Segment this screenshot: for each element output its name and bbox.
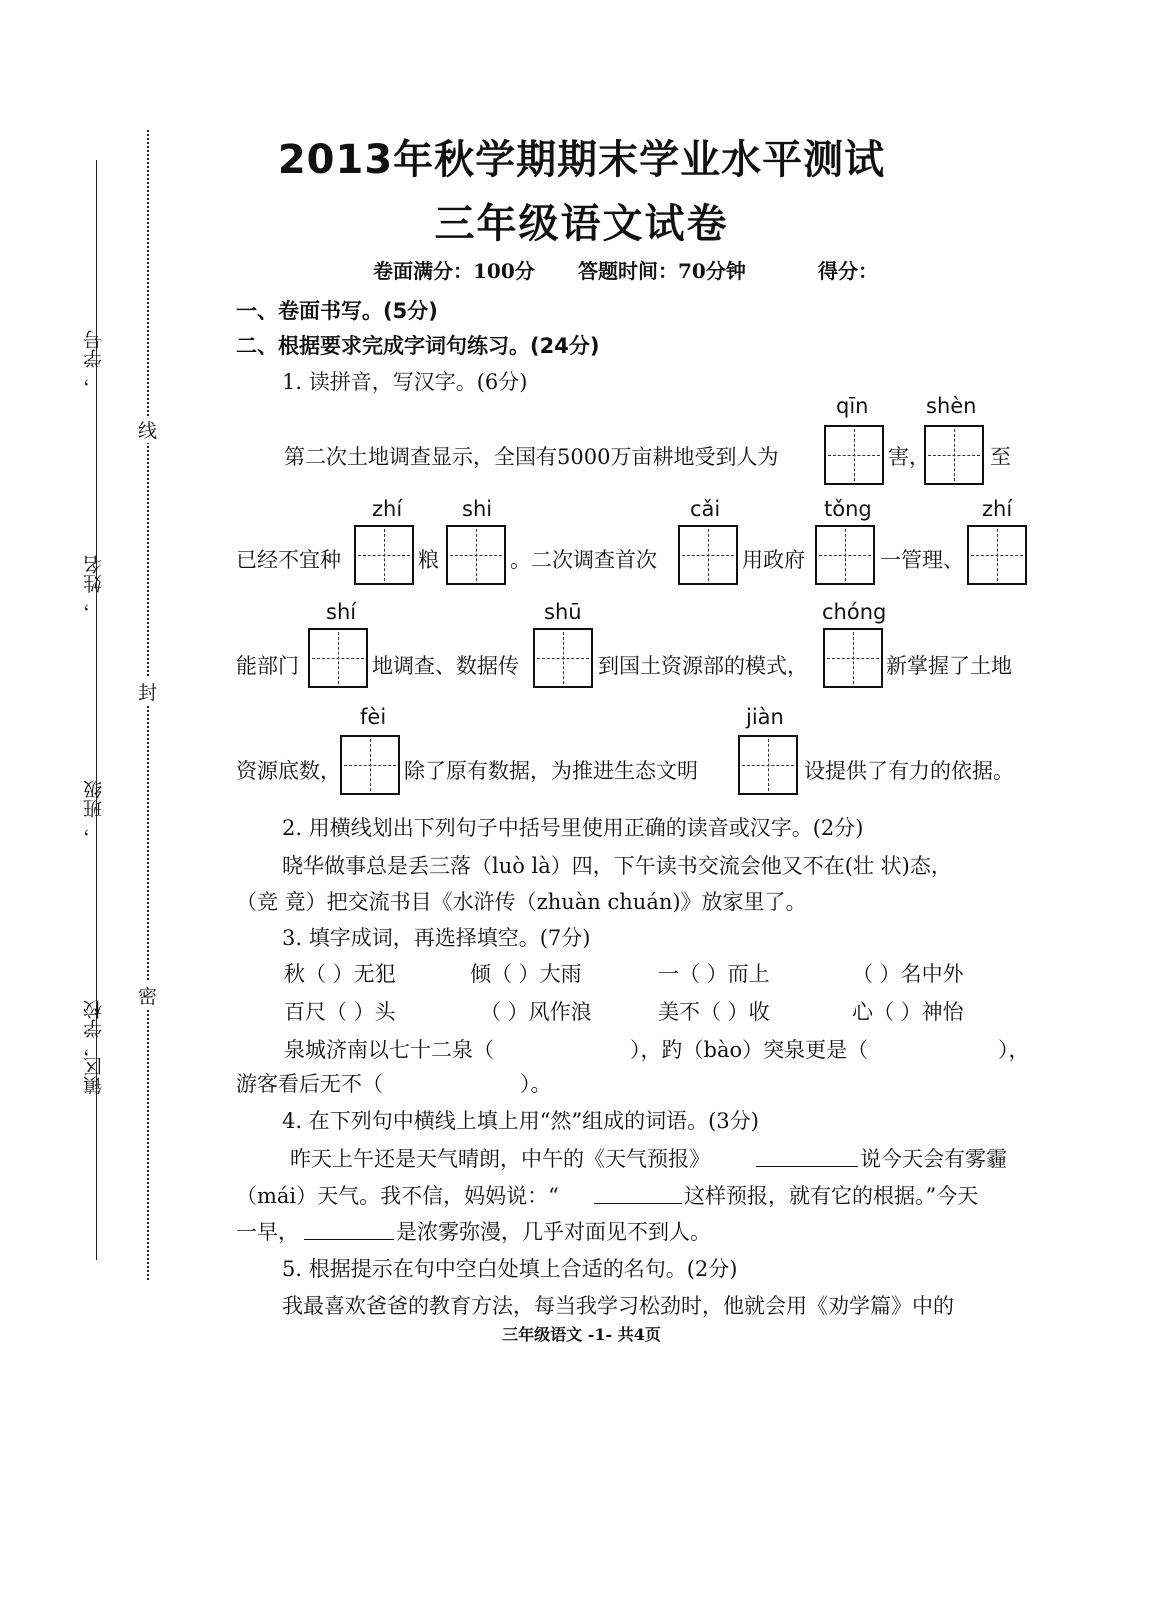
q2-heading: 2. 用横线划出下列句子中括号里使用正确的读音或汉字。(2分) — [282, 816, 864, 840]
exam-time: 答题时间：70分钟 — [578, 259, 746, 283]
q1-row1-text-b: 害， — [888, 445, 930, 469]
q1-row1-text-c: 至 — [990, 445, 1011, 469]
label-name: ，姓名 — [83, 555, 105, 612]
q3-idiom: 秋（ ）无犯 — [284, 962, 396, 986]
pinyin-10: chóng — [822, 600, 887, 624]
pinyin-3: zhí — [372, 497, 403, 521]
q1-row2-text-c: 。二次调查首次 — [510, 548, 657, 572]
binding-line — [96, 160, 97, 1260]
pinyin-6: tǒng — [824, 497, 872, 521]
q1-row2-text-e: 一管理、 — [880, 548, 964, 572]
pinyin-12: jiàn — [746, 705, 784, 729]
char-box[interactable] — [308, 628, 368, 688]
pinyin-11: fèi — [360, 705, 387, 729]
pinyin-1: qīn — [836, 394, 869, 418]
q3-idiom: 百尺（ ）头 — [284, 1000, 396, 1024]
q3-idiom: 美不（ ）收 — [658, 1000, 770, 1024]
q1-row4-text-a: 资源底数， — [236, 759, 341, 783]
q1-row2-text-a: 已经不宜种 — [236, 548, 341, 572]
pinyin-8: shí — [326, 600, 357, 624]
page-footer: 三年级语文 -1- 共4页 — [502, 1325, 661, 1344]
q1-row2-text-d: 用政府 — [742, 548, 805, 572]
section-1: 一、卷面书写。(5分) — [236, 299, 438, 323]
q4-line2a: （mái）天气。我不信，妈妈说：“ — [236, 1184, 559, 1208]
char-box[interactable] — [738, 735, 798, 795]
pinyin-9: shū — [544, 600, 582, 624]
score-label: 得分： — [818, 259, 878, 283]
page-subtitle: 三年级语文试卷 — [434, 201, 729, 247]
q1-row2-text-b: 粮 — [418, 548, 439, 572]
q4-line1a: 昨天上午还是天气晴朗，中午的《天气预报》 — [290, 1147, 710, 1171]
q3-line3c: ）， — [998, 1038, 1030, 1062]
q3-line4a: 游客看后无不（ — [236, 1072, 383, 1096]
q4-line3b: 是浓雾弥漫，几乎对面见不到人。 — [396, 1220, 711, 1244]
q3-line3a: 泉城济南以七十二泉（ — [284, 1038, 494, 1062]
q1-row3-text-c: 到国土资源部的模式， — [598, 654, 808, 678]
char-box[interactable] — [967, 525, 1027, 585]
char-box[interactable] — [924, 425, 984, 485]
q4-line3a: 一早， — [236, 1220, 299, 1244]
char-box[interactable] — [824, 425, 884, 485]
page-title: 2013年秋学期期末学业水平测试 — [277, 137, 886, 183]
q1-row4-text-c: 设提供了有力的依据。 — [804, 759, 1014, 783]
pinyin-4: shi — [462, 497, 493, 521]
q1-row3-text-b: 地调查、数据传 — [372, 654, 519, 678]
q1-row3-text-a: 能部门 — [236, 654, 299, 678]
q1-row4-text-b: 除了原有数据，为推进生态文明 — [404, 759, 698, 783]
char-box[interactable] — [446, 525, 506, 585]
label-number: ，学号 — [83, 330, 105, 387]
q1-row3-text-d: 新掌握了土地 — [886, 654, 1012, 678]
q3-idiom: 一（ ）而上 — [658, 962, 770, 986]
q3-heading: 3. 填字成词，再选择填空。(7分) — [282, 926, 591, 950]
q5-line1: 我最喜欢爸爸的教育方法，每当我学习松劲时，他就会用《劝学篇》中的 — [282, 1294, 954, 1318]
pinyin-5: cǎi — [690, 497, 721, 521]
pinyin-7: zhí — [982, 497, 1013, 521]
char-box[interactable] — [823, 628, 883, 688]
q3-line4b: ）。 — [520, 1072, 552, 1096]
char-box[interactable] — [815, 525, 875, 585]
blank-line[interactable] — [756, 1146, 858, 1167]
q4-line1b: 说今天会有雾霾 — [860, 1147, 1007, 1171]
label-xian: 线 — [138, 416, 158, 443]
q3-line3b: ），趵（bào）突泉更是（ — [630, 1038, 869, 1062]
q1-heading: 1. 读拼音，写汉字。(6分) — [282, 370, 528, 394]
q2-line1: 晓华做事总是丢三落（luò là）四，下午读书交流会他又不在(壮 状)态， — [282, 854, 952, 878]
label-district-school: 镇区，学校 — [83, 1000, 105, 1095]
q5-heading: 5. 根据提示在句中空白处填上合适的名句。(2分) — [282, 1257, 738, 1281]
seal-dotted-line — [147, 130, 149, 1280]
blank-line[interactable] — [304, 1219, 394, 1240]
section-2: 二、根据要求完成字词句练习。(24分) — [236, 334, 600, 358]
q1-row1-text-a: 第二次土地调查显示，全国有5000万亩耕地受到人为 — [284, 445, 779, 469]
char-box[interactable] — [533, 628, 593, 688]
blank-line[interactable] — [594, 1183, 682, 1204]
full-score: 卷面满分：100分 — [373, 259, 535, 283]
q3-idiom: 心（ ）神怡 — [852, 1000, 964, 1024]
char-box[interactable] — [340, 735, 400, 795]
pinyin-2: shèn — [926, 394, 977, 418]
char-box[interactable] — [678, 525, 738, 585]
q3-idiom: （ ）名中外 — [852, 962, 964, 986]
label-feng: 封 — [138, 678, 158, 705]
label-class: ，班级 — [83, 780, 105, 837]
q4-heading: 4. 在下列句中横线上填上用“然”组成的词语。(3分) — [282, 1109, 759, 1133]
q3-idiom: （ ）风作浪 — [480, 1000, 592, 1024]
q4-line2b: 这样预报，就有它的根据。”今天 — [684, 1184, 979, 1208]
q3-idiom: 倾（ ）大雨 — [470, 962, 582, 986]
q2-line2: （竞 竟）把交流书目《水浒传（zhuàn chuán)》放家里了。 — [236, 890, 807, 914]
char-box[interactable] — [354, 525, 414, 585]
label-mi: 密 — [138, 982, 158, 1009]
